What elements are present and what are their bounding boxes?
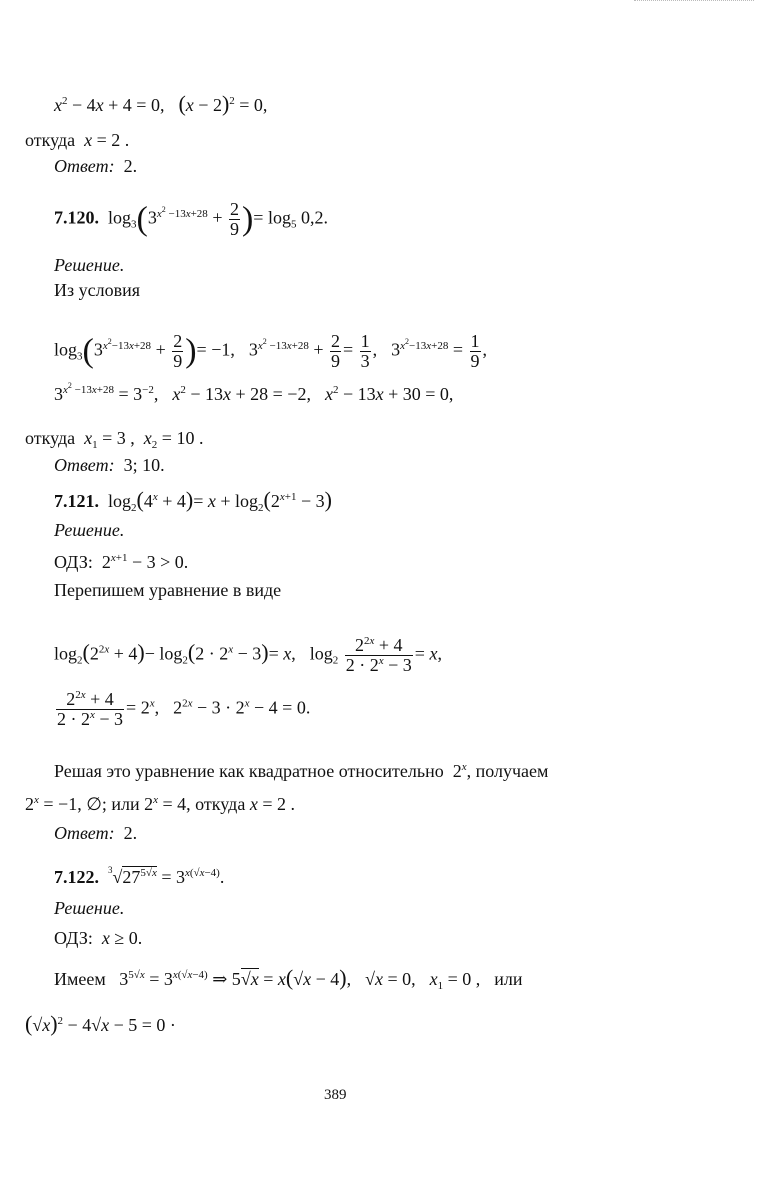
equation-line-1: $x^2 - 4x + 4 = 0$, $(x - 2)^2 = 0$, bbox=[54, 91, 268, 116]
solution-label-3: Решение. bbox=[54, 898, 125, 918]
answer-label: Ответ: bbox=[54, 455, 115, 475]
answer-line-1 bbox=[54, 157, 137, 175]
answer-line-3 bbox=[54, 824, 137, 842]
answer-line-2 bbox=[54, 456, 165, 474]
answer-label: Ответ: bbox=[54, 156, 115, 176]
odz-line-1: ОДЗ: $2^{x+1} - 3 > 0$. bbox=[54, 552, 189, 572]
problem-7-120: 7.120. $\log_3(3^{x^2 -13x+28}$ + $\frac{2}{9}$ )= $\log_5 0,2$. bbox=[54, 199, 328, 239]
word-otkuda: откуда bbox=[25, 428, 76, 448]
equation-line-3: $3^{x^2 -13x+28} = 3^{-2}$, $x^2 - 13x + 28 = -2$, $x^2 - 13x + 30 = 0$, bbox=[54, 381, 454, 404]
problem-number: 7.120. bbox=[54, 207, 99, 228]
problem-7-121: 7.121. $\log_2(4^x + 4)= x + \log_2(2^{x+1} - 3)$ bbox=[54, 487, 332, 514]
solving-text: Решая это уравнение как квадратное относительно 2$^x$, получаем bbox=[54, 761, 549, 781]
problem-number: 7.122. bbox=[54, 867, 99, 887]
solving-phrase: Решая это уравнение как квадратное относительно bbox=[54, 761, 444, 781]
or-word: или bbox=[494, 969, 523, 989]
problem-number: 7.121. bbox=[54, 491, 99, 511]
odz-line-2: ОДЗ: x ≥ 0. bbox=[54, 928, 143, 948]
text-line-otkuda: откуда x = 2 . bbox=[25, 130, 130, 150]
solution-label-1: Решение. bbox=[54, 255, 125, 275]
equation-line-2: $\log_3(3^{x^2-13x+28}$ + $\frac{2}{9}$ )= −1, $3^{x^2 -13x+28}$ + $\frac{2}{9}$ = $\frac{1}{3}$ , $3^{x^2-13x+28}$ = $\frac{1}{9}$ , bbox=[54, 331, 488, 371]
rewrite-text: Перепишем уравнение в виде bbox=[54, 580, 282, 600]
answer-label: Ответ: bbox=[54, 823, 115, 843]
equation-line-6: Имеем $3^{5√x} = 3^{x(√x-4)}$ ⇒ 5√x = x(√x − 4), √x = 0, $x_1 = 0$ , или bbox=[54, 965, 523, 992]
we-get-phrase: , получаем bbox=[466, 761, 549, 781]
page-corner-mark bbox=[634, 0, 754, 4]
page-number: 389 bbox=[324, 1087, 347, 1103]
from-condition-text: Из условия bbox=[54, 280, 140, 300]
solution-label-2: Решение. bbox=[54, 520, 125, 540]
text-line-roots: откуда $x_1 = 3$ , $x_2 = 10$ . bbox=[25, 428, 204, 451]
result-line: $2^x = -1$, ∅; или $2^x = 4$, откуда x = 2 . bbox=[25, 794, 295, 814]
from-where-phrase: , откуда bbox=[186, 794, 246, 814]
odz-label: ОДЗ: bbox=[54, 552, 93, 572]
equation-line-7: $(√x)^2 - 4√x - 5 = 0$ · bbox=[25, 1011, 176, 1036]
answer-value: 2. bbox=[123, 156, 138, 176]
word-otkuda: откуда bbox=[25, 130, 76, 150]
problem-7-122: 7.122. $^3√27^{5√x} = 3^{x(√x-4)}$. bbox=[54, 865, 225, 887]
answer-value: 2. bbox=[123, 823, 138, 843]
odz-label: ОДЗ: bbox=[54, 928, 93, 948]
have-word: Имеем bbox=[54, 969, 106, 989]
answer-value: 3; 10. bbox=[123, 455, 165, 475]
equation-line-4: $\log_2(2^{2x} + 4)- \log_2(2 \cdot 2^x - 3)= x$, $\log_2$ $\frac{2^{2x} + 4}{2 \cdot 2^x - 3}$ = x, bbox=[54, 635, 442, 675]
or-phrase: ; или bbox=[101, 794, 140, 814]
equation-line-5: $\frac{2^{2x} + 4}{2 \cdot 2^x - 3}$ = $2^x$, $2^{2x} - 3 \cdot 2^x - 4 = 0$. bbox=[57, 689, 311, 729]
